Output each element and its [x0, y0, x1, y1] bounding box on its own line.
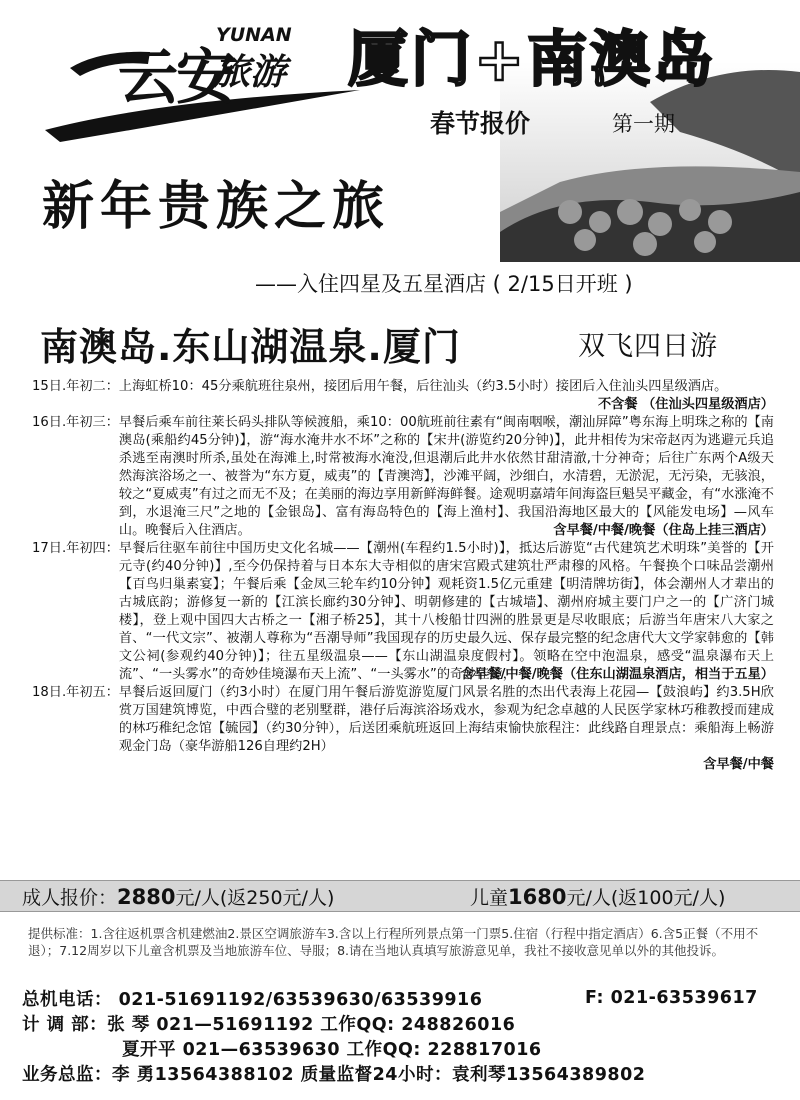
- child-price-label: 儿童: [470, 887, 509, 909]
- child-price: [470, 883, 725, 910]
- tour-name: 新年贵族之旅: [42, 176, 391, 237]
- logo-travel: 旅游: [214, 52, 287, 93]
- logo-text: 云安: [118, 43, 234, 113]
- planning-contact-2: 夏开平 021—63539630 工作QQ: 228817016: [122, 1040, 542, 1060]
- day-heading: 16日.年初三：: [32, 415, 119, 430]
- destination-title: 厦门+南澳岛: [348, 25, 717, 95]
- child-price-suffix: 元/人(返100元/人): [566, 887, 726, 909]
- route-duration: 双飞四日游: [578, 331, 718, 362]
- day-heading: 17日.年初四：: [32, 541, 119, 556]
- day-description: 早餐后返回厦门（约3小时）在厦门用午餐后游览游览厦门风景名胜的杰出代表海上花园—【鼓浪屿】约3.5H欣赏万国建筑博览，中西合璧的老别墅群，港仔后海滨浴场戏水，参观为纪念卓越的人民医学家林巧稚教授而建成的林巧稚纪念馆【毓园】（约30分钟），后送团乘航班返回上海结束愉快旅程注：此线路自理景点：乘船海上畅游观金门岛（豪华游船126自理约2H）: [118, 685, 774, 754]
- day-heading: 15日.年初二：: [32, 379, 119, 394]
- day-description: 早餐后乘车前往莱长码头排队等候渡船，乘10：00航班前往素有“闽南咽喉，潮汕屏障”粤东海上明珠之称的【南澳岛(乘船约45分钟)】，游“海水淹井水不坏”之称的【宋井(游览约20分钟)】，此井相传为宋帝赵丙为逃避元兵追杀逃至南澳时所杀,虽处在海滩上,时常被海水淹没,但退潮后此井水依然甘甜清澈,十分神奇；后往广东两个A级天然海滨浴场之一、被誉为“东方夏，威夷”的【青澳湾】，沙滩平阔，沙细白，水清碧，无淤泥，无污染，无骇浪，较之“夏威夷”有过之而无不及；在美丽的海边享用新鲜海鲜餐。途观明嘉靖年间海盗巨魁吴平藏金，有“水涨淹不到，水退淹三尺”之地的【金银岛】、富有海岛特色的【海上渔村】、我国沿海地区最大的【风能发电场】—风车山。晚餐后入住酒店。: [118, 415, 774, 538]
- main-phone: 总机电话： 021-51691192/63539630/63539916: [22, 990, 483, 1010]
- issue-label: 第一期: [612, 112, 675, 136]
- day-meal: 含早餐/中餐: [703, 757, 774, 772]
- day-meal: 含早餐/中餐/晚餐（住岛上挂三酒店）: [553, 523, 774, 538]
- contact-block: [22, 988, 645, 1088]
- service-standard: 提供标准：1.含往返机票含机建燃油2.景区空调旅游车3.含以上行程所列景点第一门票5.住宿（行程中指定酒店）6.含5正餐（不用不退）；7.12周岁以下儿童含机票及当地旅游车位、导服；8.请在当地认真填写旅游意见单，我社不接收意见单以外的其他投诉。: [28, 926, 759, 958]
- adult-price: [22, 883, 334, 910]
- itinerary-day: [32, 378, 774, 396]
- day-description: 早餐后往驱车前往中国历史文化名城——【潮州(车程约1.5小时)】，抵达后游览“古代建筑艺术明珠”美誉的【开元寺(约40分钟)】,至今仍保持着与日本东大寺相似的唐宋宫殿式建筑壮严肃穆的风格。午餐换个口味品尝潮州【百鸟归巢素宴】；午餐后乘【金凤三轮车约10分钟】观耗资1.5亿元重建【明清牌坊街】，体会潮州人才辈出的古城底韵；游修复一新的【江滨长廊约30分钟】、明朝修建的【古城墙】、潮州府城主要门户之一的【广济门城楼】，登上观中国四大古桥之一【湘子桥25】，其十八梭船廿四洲的胜景更是尽收眼底；后游当年唐宋八大家之首、“一代文宗”、被潮人尊称为“吾潮导师”我国现存的历史最久远、保存最完整的纪念唐代大文学家韩愈的【韩文公祠(参观约40分钟)】；往五星级温泉——【东山湖温泉度假村】。领略在空中泡温泉，感受“温泉瀑布天上流”、“一头雾水”的奇妙佳境瀑布天上流”、“一头雾水”的奇妙佳境，: [118, 541, 774, 682]
- spring-festival-label: 春节报价: [430, 109, 531, 138]
- adult-price-amount: 2880: [117, 885, 176, 909]
- route-title: 南澳岛.东山湖温泉.厦门: [40, 325, 461, 369]
- day-meal: 不含餐 （住汕头四星级酒店）: [597, 397, 774, 412]
- fax-number: F: 021-63539617: [585, 988, 758, 1008]
- hotel-line: ——入住四星及五星酒店 ( 2/15日开班 ): [255, 272, 633, 296]
- adult-price-suffix: 元/人(返250元/人): [175, 887, 335, 909]
- logo-english: YUNAN: [216, 24, 292, 46]
- itinerary-day: [32, 684, 774, 756]
- day-meal: 含早餐/中餐/晚餐（住东山湖温泉酒店，相当于五星）: [461, 667, 774, 682]
- planning-contact-1: 计 调 部：张 琴 021—51691192 工作QQ: 248826016: [22, 1015, 516, 1035]
- adult-price-label: 成人报价：: [22, 887, 118, 909]
- child-price-amount: 1680: [508, 885, 567, 909]
- itinerary: [32, 378, 774, 774]
- itinerary-day: [32, 540, 774, 684]
- day-heading: 18日.年初五：: [32, 685, 119, 700]
- day-description: 上海虹桥10：45分乘航班往泉州，接团后用午餐，后往汕头（约3.5小时）接团后入住汕头四星级酒店。: [118, 379, 728, 394]
- business-director: 业务总监：李 勇13564388102 质量监督24小时：袁利琴13564389802: [22, 1065, 646, 1085]
